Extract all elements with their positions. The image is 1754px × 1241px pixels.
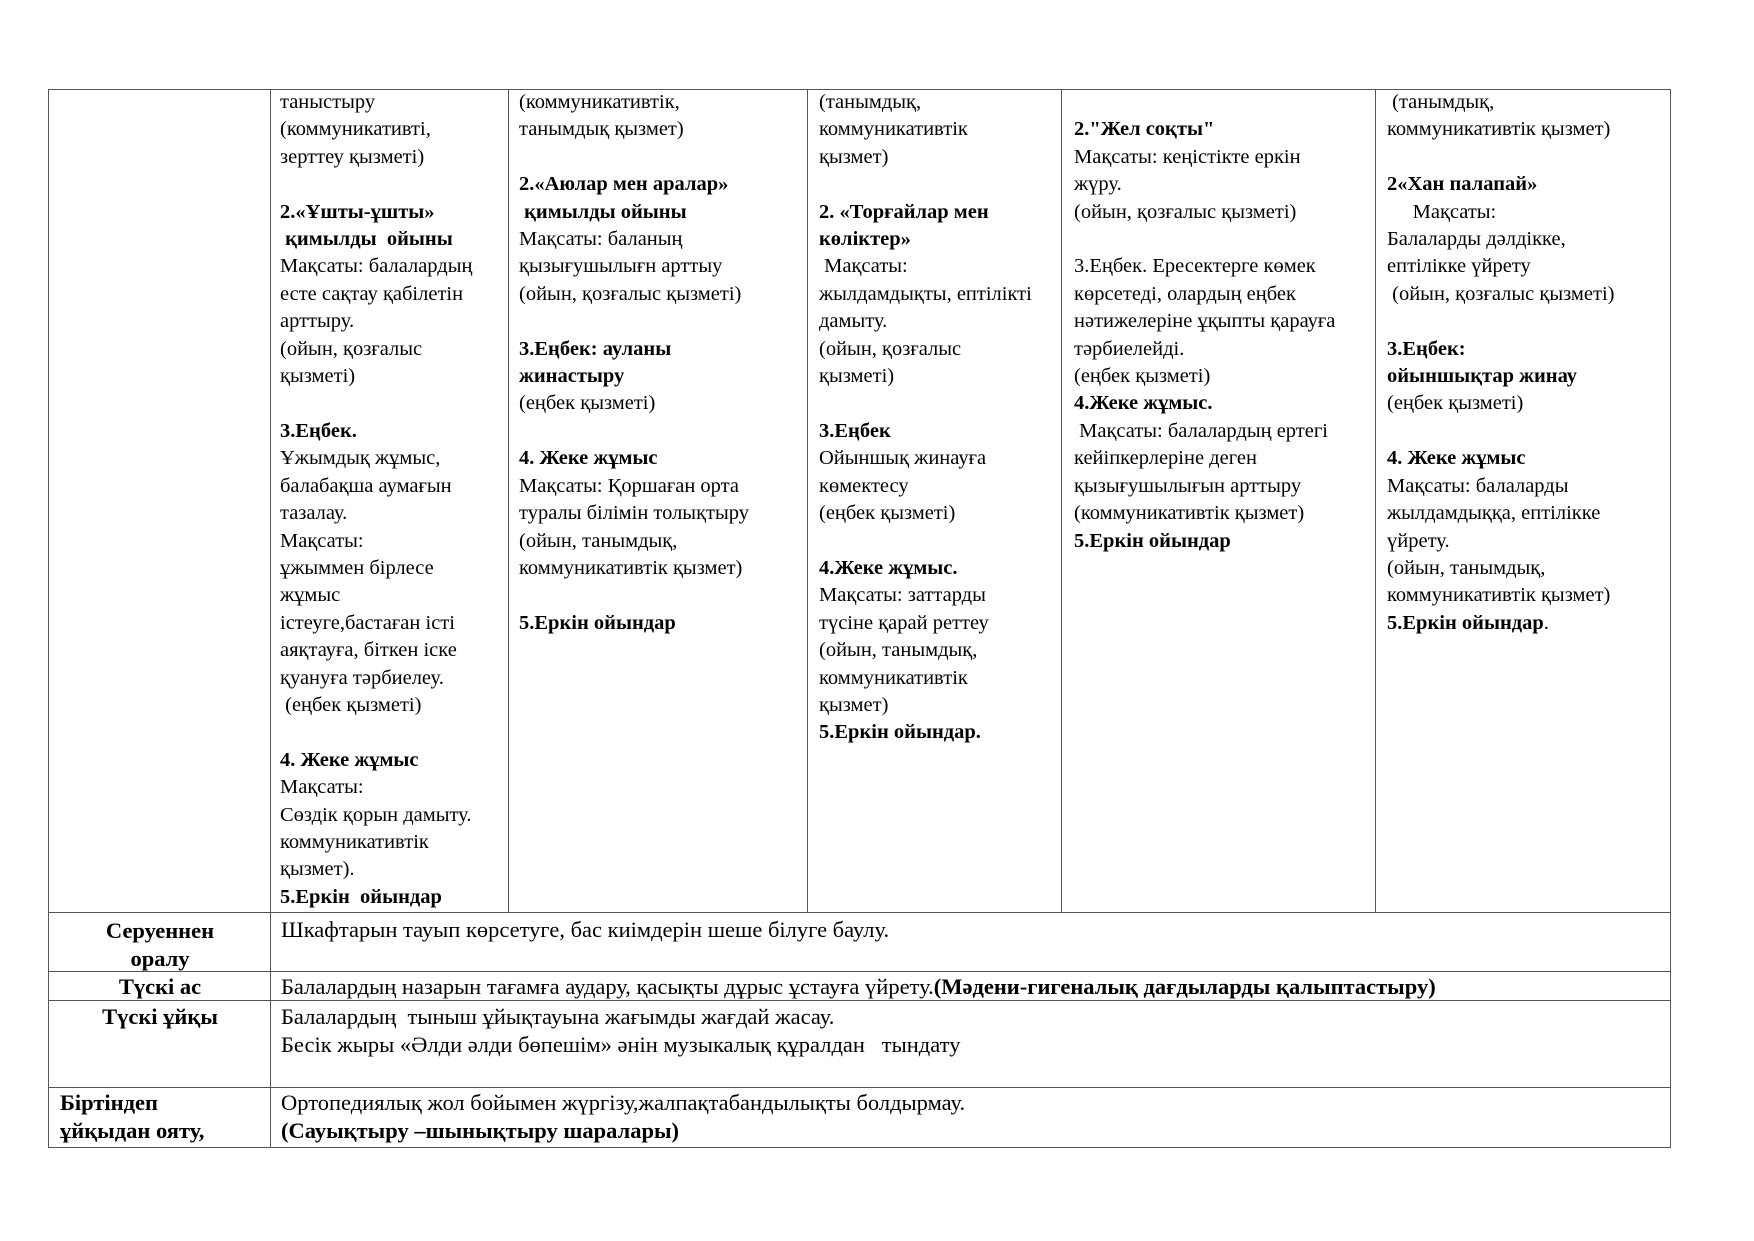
column-text-line — [280, 390, 506, 417]
column-text-line — [819, 308, 1059, 335]
column-text-line — [280, 336, 506, 363]
text: тәрбиелейді. — [1074, 337, 1185, 360]
bold-text: 4.Жеке жұмыс. — [1074, 392, 1213, 415]
column-text-line — [519, 473, 805, 500]
column-text-line — [1387, 199, 1668, 226]
text: Мақсаты: балаларды — [1387, 474, 1569, 497]
text: Сөздік қорын дамыту. — [280, 803, 472, 826]
text: жылдамдыққа, ептілікке — [1387, 502, 1601, 525]
column-text-line — [280, 719, 506, 746]
text: зерттеу қызметі) — [280, 145, 425, 168]
bold-text: 2. «Торғайлар мен — [819, 200, 989, 223]
row-text-lunch — [281, 973, 1436, 1001]
activity-column-1 — [280, 89, 506, 911]
column-text-line — [280, 774, 506, 801]
text: Мақсаты: — [819, 255, 908, 278]
bold-text: 5.Еркін ойындар — [1387, 611, 1544, 634]
column-text-line — [819, 692, 1059, 719]
column-text-line — [280, 116, 506, 143]
column-text-line — [519, 116, 805, 143]
column-text-line — [519, 281, 805, 308]
column-text-line — [1074, 253, 1373, 280]
wake-text-line-bold: (Сауықтыру –шынықтыру шаралары) — [281, 1118, 680, 1143]
column-text-line — [280, 692, 506, 719]
text: (ойын, танымдық, — [1387, 556, 1546, 579]
column-text-line — [819, 582, 1059, 609]
row-title-line: оралу — [130, 946, 190, 971]
column-text-line — [280, 829, 506, 856]
bold-text: 5.Еркін ойындар — [280, 885, 442, 908]
column-text-line — [819, 390, 1059, 417]
text: қызмет) — [819, 145, 889, 168]
column-text-line — [280, 144, 506, 171]
text: қызығушылығн арттыу — [519, 255, 723, 278]
text: (еңбек қызметі) — [1387, 392, 1524, 415]
text: балабақша аумағын — [280, 474, 452, 497]
column-text-line — [1387, 390, 1668, 417]
text: жүру. — [1074, 173, 1122, 196]
column-text-line — [280, 582, 506, 609]
text: Мақсаты: балалардың — [280, 255, 473, 278]
column-text-line — [1387, 610, 1668, 637]
column-text-line — [819, 116, 1059, 143]
wake-text-line: Ортопедиялық жол бойымен жүргізу,жалпақтабандылықты болдырмау. — [281, 1090, 966, 1115]
table-border-bottom — [48, 1147, 1671, 1148]
text: дамыту. — [819, 310, 888, 333]
activity-column-3 — [819, 89, 1059, 747]
column-text-line — [819, 445, 1059, 472]
column-text-line — [1387, 555, 1668, 582]
column-text-line — [1074, 418, 1373, 445]
table-border-left — [48, 89, 49, 1148]
text: көрсетеді, олардың еңбек — [1074, 282, 1296, 305]
text: (ойын, танымдық, — [819, 639, 978, 662]
row-title-return — [52, 917, 268, 973]
column-divider — [1061, 89, 1062, 912]
column-text-line — [519, 445, 805, 472]
text: Мақсаты: — [280, 776, 364, 799]
bold-text: 3.Еңбек: — [1387, 337, 1466, 360]
text: қызығушылығын арттыру — [1074, 474, 1302, 497]
activity-column-4 — [1074, 89, 1373, 555]
column-text-line — [1387, 171, 1668, 198]
text: туралы білімін толықтыру — [519, 502, 750, 525]
text: 3.Еңбек. Ересектерге көмек — [1074, 255, 1316, 278]
column-text-line — [819, 500, 1059, 527]
text: (коммуникативтік, — [519, 91, 680, 113]
column-text-line — [819, 528, 1059, 555]
column-text-line — [280, 281, 506, 308]
column-divider — [270, 89, 271, 1148]
bold-text: 2."Жел соқты" — [1074, 118, 1215, 141]
text: арттыру. — [280, 310, 355, 333]
column-text-line — [1074, 473, 1373, 500]
column-text-line — [280, 253, 506, 280]
column-text-line — [1387, 336, 1668, 363]
text: (еңбек қызметі) — [280, 693, 422, 716]
text: коммуникативтік қызмет) — [519, 556, 743, 579]
text: нәтижелеріне ұқыпты қарауға — [1074, 310, 1336, 333]
column-text-line — [280, 171, 506, 198]
column-text-line — [519, 500, 805, 527]
column-text-line — [1387, 226, 1668, 253]
column-text-line — [1387, 500, 1668, 527]
column-text-line — [819, 199, 1059, 226]
text: жылдамдықты, ептілікті — [819, 282, 1032, 305]
table-border-right — [1670, 89, 1671, 1148]
text: таныстыру — [280, 91, 376, 113]
text: қызметі) — [819, 365, 895, 388]
column-text-line — [1387, 144, 1668, 171]
column-text-line — [1387, 363, 1668, 390]
column-text-line — [1387, 528, 1668, 555]
text: қызмет). — [280, 858, 355, 881]
column-text-line — [280, 665, 506, 692]
column-text-line — [280, 363, 506, 390]
column-text-line — [819, 473, 1059, 500]
text: тазалау. — [280, 502, 348, 525]
column-divider — [807, 89, 808, 912]
column-text-line — [519, 363, 805, 390]
bold-text: 2.«Ұшты-ұшты» — [280, 200, 435, 223]
nap-text-line: Балалардың тыныш ұйықтауына жағымды жағдай жасау. — [281, 1004, 835, 1029]
text: Мақсаты: — [1387, 200, 1497, 223]
bold-text: қимылды ойыны — [519, 200, 687, 223]
column-text-line — [519, 528, 805, 555]
text: (коммуникативтік қызмет) — [1074, 502, 1305, 525]
text: танымдық қызмет) — [519, 118, 684, 141]
column-text-line — [519, 89, 805, 116]
text: (коммуникативті, — [280, 118, 431, 141]
text: коммуникативтік қызмет) — [1387, 118, 1611, 141]
column-text-line — [819, 665, 1059, 692]
column-text-line — [1074, 528, 1373, 555]
bold-text: 3.Еңбек — [819, 419, 891, 442]
lunch-text: Балалардың назарын тағамға аудару, қасықты дұрыс ұстауға үйрету. — [281, 974, 934, 999]
column-text-line — [280, 445, 506, 472]
row-divider — [48, 971, 1671, 972]
row-divider — [48, 1087, 1671, 1088]
row-title-line: Біртіндеп — [60, 1090, 158, 1115]
column-text-line — [280, 747, 506, 774]
bold-text: 3.Еңбек: ауланы — [519, 337, 672, 360]
column-text-line — [1074, 199, 1373, 226]
column-text-line — [519, 555, 805, 582]
row-title-nap: Түскі ұйқы — [102, 1004, 218, 1029]
column-text-line — [519, 418, 805, 445]
row-title-wake — [60, 1089, 268, 1145]
column-text-line — [1387, 89, 1668, 116]
text: коммуникативтік қызмет) — [1387, 584, 1611, 607]
column-text-line — [1074, 171, 1373, 198]
column-text-line — [1074, 445, 1373, 472]
column-text-line — [280, 199, 506, 226]
bold-text: жинастыру — [519, 365, 625, 388]
text: (еңбек қызметі) — [819, 502, 956, 525]
column-text-line — [819, 637, 1059, 664]
column-text-line — [819, 555, 1059, 582]
bold-text: қимылды ойыны — [280, 228, 453, 251]
column-text-line — [1387, 445, 1668, 472]
text: Мақсаты: — [280, 529, 364, 552]
text: (ойын, қозғалыс — [819, 337, 962, 360]
column-text-line — [1074, 500, 1373, 527]
text: түсіне қарай реттеу — [819, 611, 989, 634]
row-divider — [48, 912, 1671, 913]
column-text-line — [519, 610, 805, 637]
column-text-line — [819, 610, 1059, 637]
bold-text: 5.Еркін ойындар — [1074, 529, 1231, 552]
text: (ойын, танымдық, — [519, 529, 678, 552]
text: коммуникативтік — [819, 118, 968, 141]
column-text-line — [819, 144, 1059, 171]
column-text-line — [280, 226, 506, 253]
column-text-line — [819, 226, 1059, 253]
column-text-line — [519, 144, 805, 171]
text: коммуникативтік — [819, 666, 968, 689]
column-text-line — [519, 390, 805, 417]
column-text-line — [280, 802, 506, 829]
nap-text-line: Бесік жыры «Әлди әлди бөпешім» әнін музыкалық құралдан тындату — [281, 1032, 961, 1057]
column-text-line — [280, 308, 506, 335]
text: жұмыс — [280, 584, 341, 607]
column-text-line — [819, 89, 1059, 116]
row-title-line: Серуеннен — [105, 918, 215, 943]
row-title-lunch: Түскі ас — [118, 974, 202, 999]
column-text-line — [819, 281, 1059, 308]
bold-text: 4. Жеке жұмыс — [280, 748, 419, 771]
bold-text: 5.Еркін ойындар — [519, 611, 676, 634]
column-text-line — [1387, 473, 1668, 500]
text: коммуникативтік — [280, 830, 429, 853]
column-text-line — [1074, 390, 1373, 417]
column-text-line — [519, 226, 805, 253]
row-text-return: Шкафтарын тауып көрсетуге, бас киімдерін шеше білуге баулу. — [281, 917, 890, 942]
text: (танымдық, — [1387, 91, 1495, 113]
column-text-line — [1074, 336, 1373, 363]
bold-text: ойыншықтар жинау — [1387, 365, 1578, 388]
text: Мақсаты: балалардың ертегі — [1074, 419, 1328, 442]
text: кейіпкерлеріне деген — [1074, 447, 1257, 470]
text: істеуге,бастаған істі — [280, 611, 455, 634]
column-text-line — [1387, 281, 1668, 308]
row-text-wake — [281, 1089, 965, 1145]
column-text-line — [1387, 308, 1668, 335]
column-text-line — [1074, 281, 1373, 308]
text: ептілікке үйрету — [1387, 255, 1531, 278]
column-text-line — [280, 500, 506, 527]
bold-text: көліктер» — [819, 228, 911, 251]
column-text-line — [819, 171, 1059, 198]
text: үйрету. — [1387, 529, 1450, 552]
column-text-line — [280, 637, 506, 664]
column-text-line — [819, 418, 1059, 445]
column-text-line — [1387, 253, 1668, 280]
column-divider — [1375, 89, 1376, 912]
text: қызметі) — [280, 365, 356, 388]
text: (ойын, қозғалыс қызметі) — [1074, 200, 1297, 223]
column-text-line — [519, 308, 805, 335]
column-divider — [508, 89, 509, 912]
lunch-text-bold: (Мәдени-гигеналық дағдыларды қалыптастыру) — [933, 974, 1436, 999]
bold-text: 5.Еркін ойындар. — [819, 721, 981, 744]
column-text-line — [1074, 116, 1373, 143]
text: (еңбек қызметі) — [1074, 365, 1211, 388]
column-text-line — [280, 884, 506, 911]
text: Мақсаты: баланың — [519, 228, 683, 251]
text: Мақсаты: Қоршаған орта — [519, 474, 739, 497]
bold-text: 4.Жеке жұмыс. — [819, 556, 958, 579]
text: ұжыммен бірлесе — [280, 556, 434, 579]
column-text-line — [1074, 144, 1373, 171]
bold-text: 4. Жеке жұмыс — [519, 447, 658, 470]
column-text-line — [519, 582, 805, 609]
text: есте сақтау қабілетін — [280, 282, 464, 305]
column-text-line — [1387, 418, 1668, 445]
activity-column-2 — [519, 89, 805, 637]
column-text-line — [1074, 308, 1373, 335]
text: Балаларды дәлдікке, — [1387, 228, 1566, 251]
text: қызмет) — [819, 693, 889, 716]
column-text-line — [819, 336, 1059, 363]
text: (ойын, қозғалыс — [280, 337, 423, 360]
column-text-line — [819, 363, 1059, 390]
text: (танымдық, — [819, 91, 922, 113]
row-title-line: ұйқыдан ояту, — [60, 1118, 205, 1143]
column-text-line — [280, 89, 506, 116]
text: қуануға тәрбиелеу. — [280, 666, 444, 689]
text: Ұжымдық жұмыс, — [280, 447, 441, 470]
text: Мақсаты: заттарды — [819, 584, 986, 607]
text-tail: . — [1543, 611, 1549, 634]
column-text-line — [1387, 116, 1668, 143]
bold-text: 3.Еңбек. — [280, 419, 357, 442]
bold-text: 2«Хан палапай» — [1387, 173, 1538, 196]
column-text-line — [519, 171, 805, 198]
column-text-line — [280, 856, 506, 883]
column-text-line — [1074, 89, 1373, 116]
column-text-line — [819, 719, 1059, 746]
bold-text: 4. Жеке жұмыс — [1387, 447, 1526, 470]
column-text-line — [1387, 582, 1668, 609]
column-text-line — [280, 610, 506, 637]
column-text-line — [519, 253, 805, 280]
text: Ойыншық жинауға — [819, 447, 987, 470]
bold-text: 2.«Аюлар мен аралар» — [519, 173, 729, 196]
column-text-line — [519, 336, 805, 363]
column-text-line — [519, 199, 805, 226]
text: (ойын, қозғалыс қызметі) — [519, 282, 742, 305]
text: Мақсаты: кеңістікте еркін — [1074, 145, 1301, 168]
column-text-line — [819, 253, 1059, 280]
column-text-line — [280, 528, 506, 555]
column-text-line — [280, 473, 506, 500]
row-text-nap — [281, 1003, 960, 1059]
text: көмектесу — [819, 474, 909, 497]
activity-column-5 — [1387, 89, 1668, 637]
column-text-line — [1074, 226, 1373, 253]
column-text-line — [280, 418, 506, 445]
column-text-line — [280, 555, 506, 582]
column-text-line — [1074, 363, 1373, 390]
text: (ойын, қозғалыс қызметі) — [1387, 282, 1615, 305]
text: (еңбек қызметі) — [519, 392, 656, 415]
text: аяқтауға, біткен іске — [280, 639, 457, 662]
